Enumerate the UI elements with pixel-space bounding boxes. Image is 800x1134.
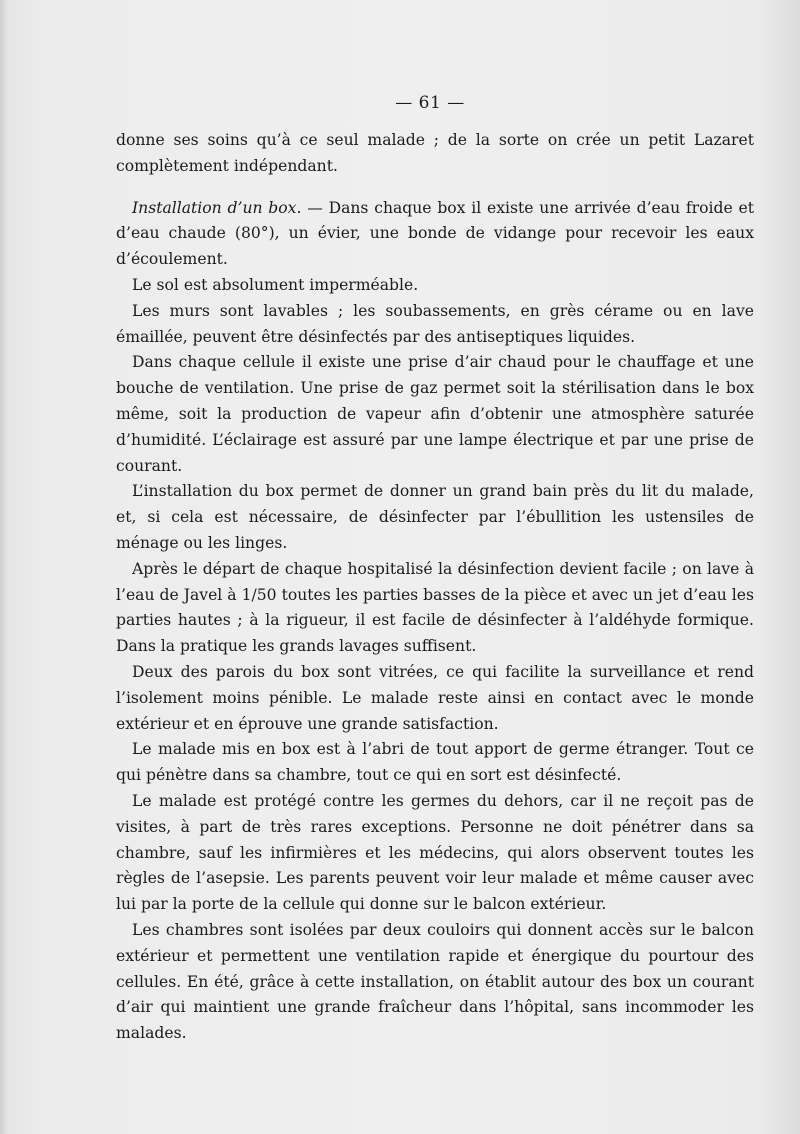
paragraph-installation <box>116 196 754 273</box>
paragraph-text: Les chambres sont isolées par deux couloirs qui donnent accès sur le balcon extérieur et permettent une ventilation rapide et énergique du pourtour des cellules. En été, grâce à cette installation, on établit autour des box un courant d’air qui maintient une grande fraîcheur dans l’hôpital, sans incommoder les malades. <box>116 920 754 1043</box>
paragraph-corridors <box>116 918 754 1047</box>
paragraph-heating-ventilation <box>116 350 754 479</box>
paragraph-walls <box>116 299 754 351</box>
paragraph-text: Le malade est protégé contre les germes du dehors, car il ne reçoit pas de visites, à part de très rares exceptions. Personne ne doit pénétrer dans sa chambre, sauf les infirmières et les médecins, qui alors observent toutes les règles de l’asepsie. Les parents peuvent voir leur malade et même causer avec lui par la porte de la cellule qui donne sur le balcon extérieur. <box>116 791 754 914</box>
body-text <box>116 128 754 1047</box>
paragraph-text: Le malade mis en box est à l’abri de tout apport de germe étranger. Tout ce qui pénètre dans sa chambre, tout ce qui en sort est désinfecté. <box>116 740 754 785</box>
paragraph-text: — Dans chaque box il existe une arrivée d’eau froide et d’eau chaude (80°), un évier, une bonde de vidange pour recevoir les eaux d’écoulement. <box>116 198 754 269</box>
paragraph-floor <box>116 273 754 299</box>
paragraph-text: Après le départ de chaque hospitalisé la désinfection devient facile ; on lave à l’eau de Javel à 1/50 toutes les parties basses de la pièce et avec un jet d’eau les parties hautes ; à la rigueur, il est facile de désinfecter à l’aldéhyde formique. Dans la pratique les grands lavages suffisent. <box>116 559 754 656</box>
section-title: Installation d’un box. <box>132 198 302 217</box>
paragraph-text: Le sol est absolument imperméable. <box>132 275 419 294</box>
paragraph-bath <box>116 479 754 556</box>
paragraph-visits <box>116 789 754 918</box>
paragraph-text: L’installation du box permet de donner un grand bain près du lit du malade, et, si cela est nécessaire, de désinfecter par l’ébullition les ustensiles de ménage ou les linges. <box>116 482 754 552</box>
paragraph-disinfection <box>116 557 754 660</box>
paragraph-glass-walls <box>116 660 754 737</box>
paragraph-text: donne ses soins qu’à ce seul malade ; de la sorte on crée un petit Lazaret complètement indépendant. <box>116 131 754 175</box>
paragraph-text: Dans chaque cellule il existe une prise d’air chaud pour le chauffage et une bouche de ventilation. Une prise de gaz permet soit la stérilisation dans le box même, soit la production de vapeur afin d’obtenir une atmosphère saturée d’humidité. L’éclairage est assuré par une lampe électrique et par une prise de courant. <box>116 353 754 475</box>
page-number: — 61 — <box>395 93 465 113</box>
paragraph-text: Deux des parois du box sont vitrées, ce qui facilite la surveillance et rend l’isolement moins pénible. Le malade reste ainsi en contact avec le monde extérieur et en éprouve une grande satisfaction. <box>116 662 754 733</box>
paragraph-text: Les murs sont lavables ; les soubassements, en grès cérame ou en lave émaillée, peuvent être désinfectés par des antiseptiques liquides. <box>116 301 754 346</box>
paragraph-continuation <box>116 128 754 180</box>
paragraph-protection <box>116 737 754 789</box>
